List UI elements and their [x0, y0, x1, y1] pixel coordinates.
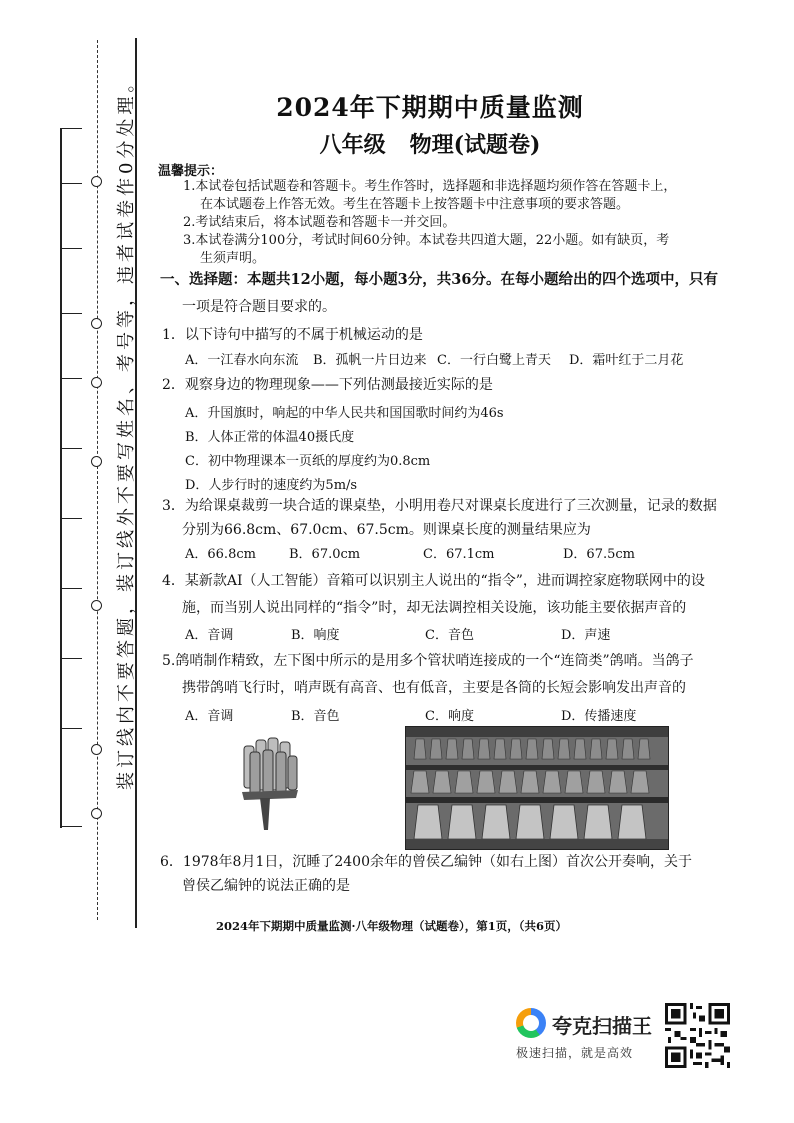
- question-1-stem: 1．以下诗句中描写的不属于机械运动的是: [162, 327, 423, 343]
- option-d: D．声速: [561, 628, 611, 643]
- binding-hole-icon: [91, 456, 102, 467]
- page-footer: 2024年下期期中质量监测·八年级物理（试题卷），第1页，（共6页）: [216, 919, 568, 933]
- question-6-stem-cont: 曾侯乙编钟的说法正确的是: [182, 878, 350, 894]
- qr-code-icon: [665, 1003, 730, 1068]
- question-4-stem-cont: 施，而当别人说出同样的“指令”时，却无法调控相关设施，该功能主要依据声音的: [182, 600, 687, 616]
- binding-note: 装订线内不要答题，装订线外不要写姓名、考号等，违者试卷作0分处理。: [116, 70, 137, 790]
- ruler-tick: [62, 588, 82, 589]
- exam-title: 2024年下期期中质量监测: [276, 93, 584, 122]
- option-b: B．人体正常的体温40摄氏度: [185, 430, 355, 445]
- bianzhong-bells-image: [405, 726, 669, 850]
- option-c: C．一行白鹭上青天: [437, 353, 551, 368]
- tip-item: [183, 178, 703, 214]
- question-6-stem: 6．1978年8月1日，沉睡了2400余年的曾侯乙编钟（如右上图）首次公开奏响，关于: [160, 854, 692, 870]
- option-b: B．67.0cm: [289, 547, 361, 562]
- exam-subtitle: [200, 128, 660, 159]
- option-a: A．音调: [185, 628, 234, 643]
- option-c: C．响度: [425, 709, 474, 724]
- tip-text: 1.本试卷包括试题卷和答题卡。考生作答时，选择题和非选择题均须作答在答题卡上，: [183, 179, 677, 194]
- option-b: B．音色: [291, 709, 340, 724]
- binding-hole-icon: [91, 377, 102, 388]
- question-4-stem: 4．某新款AI（人工智能）音箱可以识别主人说出的“指令”，进而调控家庭物联网中的设: [162, 573, 705, 589]
- ruler-tick: [62, 448, 82, 449]
- ruler-tick: [62, 826, 82, 827]
- tips-heading: 温馨提示：: [158, 164, 224, 179]
- scanner-logo-icon: [516, 1008, 546, 1038]
- option-d: D．67.5cm: [563, 547, 635, 562]
- pigeon-whistle-image: [236, 732, 306, 832]
- option-a: A．一江春水向东流: [185, 353, 299, 368]
- option-d: D．霜叶红于二月花: [569, 353, 684, 368]
- question-2-stem: 2．观察身边的物理现象——下列估测最接近实际的是: [162, 377, 493, 393]
- tip-item: [183, 214, 703, 232]
- ruler-tick: [62, 128, 82, 129]
- ruler-tick: [62, 658, 82, 659]
- binding-ruler: [60, 128, 84, 828]
- option-d: D．传播速度: [561, 709, 637, 724]
- binding-hole-icon: [91, 318, 102, 329]
- option-a: A．升国旗时，响起的中华人民共和国国歌时间约为46s: [185, 406, 504, 421]
- scanner-slogan: 极速扫描，就是高效: [516, 1046, 634, 1060]
- ruler-tick: [62, 183, 82, 184]
- option-c: C．初中物理课本一页纸的厚度约为0.8cm: [185, 454, 431, 469]
- option-c: C．67.1cm: [423, 547, 495, 562]
- option-b: B．响度: [291, 628, 340, 643]
- ruler-tick: [62, 378, 82, 379]
- binding-hole-icon: [91, 808, 102, 819]
- option-d: D．人步行时的速度约为5m/s: [185, 478, 358, 493]
- binding-hole-icon: [91, 744, 102, 755]
- option-b: B．孤帆一片日边来: [313, 353, 427, 368]
- ruler-tick: [62, 248, 82, 249]
- binding-hole-icon: [91, 176, 102, 187]
- ruler-tick: [62, 518, 82, 519]
- scanner-name: 夸克扫描王: [552, 1014, 652, 1038]
- tip-text-cont: 生须声明。: [200, 251, 266, 266]
- section-heading: 一、选择题：本题共12小题，每小题3分，共36分。在每小题给出的四个选项中，只有: [160, 271, 718, 288]
- question-3-stem-cont: 分别为66.8cm、67.0cm、67.5cm。则课桌长度的测量结果应为: [182, 522, 591, 538]
- binding-hole-icon: [91, 600, 102, 611]
- question-5-stem: 5.鸽哨制作精致，左下图中所示的是用多个管状哨连接成的一个“连筒类”鸽哨。当鸽子: [162, 653, 694, 669]
- grade-label: 八年级: [319, 132, 386, 158]
- option-a: A．音调: [185, 709, 234, 724]
- binding-dashed-line: [97, 40, 98, 920]
- tip-text: 2.考试结束后，将本试题卷和答题卡一并交回。: [183, 215, 456, 230]
- subject-label: 物理(试题卷): [409, 132, 541, 158]
- ruler-tick: [62, 728, 82, 729]
- tip-item: [183, 232, 703, 268]
- section-heading-cont: 一项是符合题目要求的。: [182, 299, 336, 315]
- tip-text-cont: 在本试题卷上作答无效。考生在答题卡上按答题卡中注意事项的要求答题。: [200, 197, 630, 212]
- scanner-watermark: [516, 1006, 656, 1066]
- question-5-stem-cont: 携带鸽哨飞行时，哨声既有高音、也有低音，主要是各筒的长短会影响发出声音的: [182, 680, 686, 696]
- option-c: C．音色: [425, 628, 474, 643]
- tip-text: 3.本试卷满分100分，考试时间60分钟。本试卷共四道大题，22小题。如有缺页，考: [183, 233, 670, 248]
- ruler-tick: [62, 313, 82, 314]
- question-3-stem: 3．为给课桌裁剪一块合适的课桌垫，小明用卷尺对课桌长度进行了三次测量，记录的数据: [162, 498, 717, 514]
- option-a: A．66.8cm: [185, 547, 256, 562]
